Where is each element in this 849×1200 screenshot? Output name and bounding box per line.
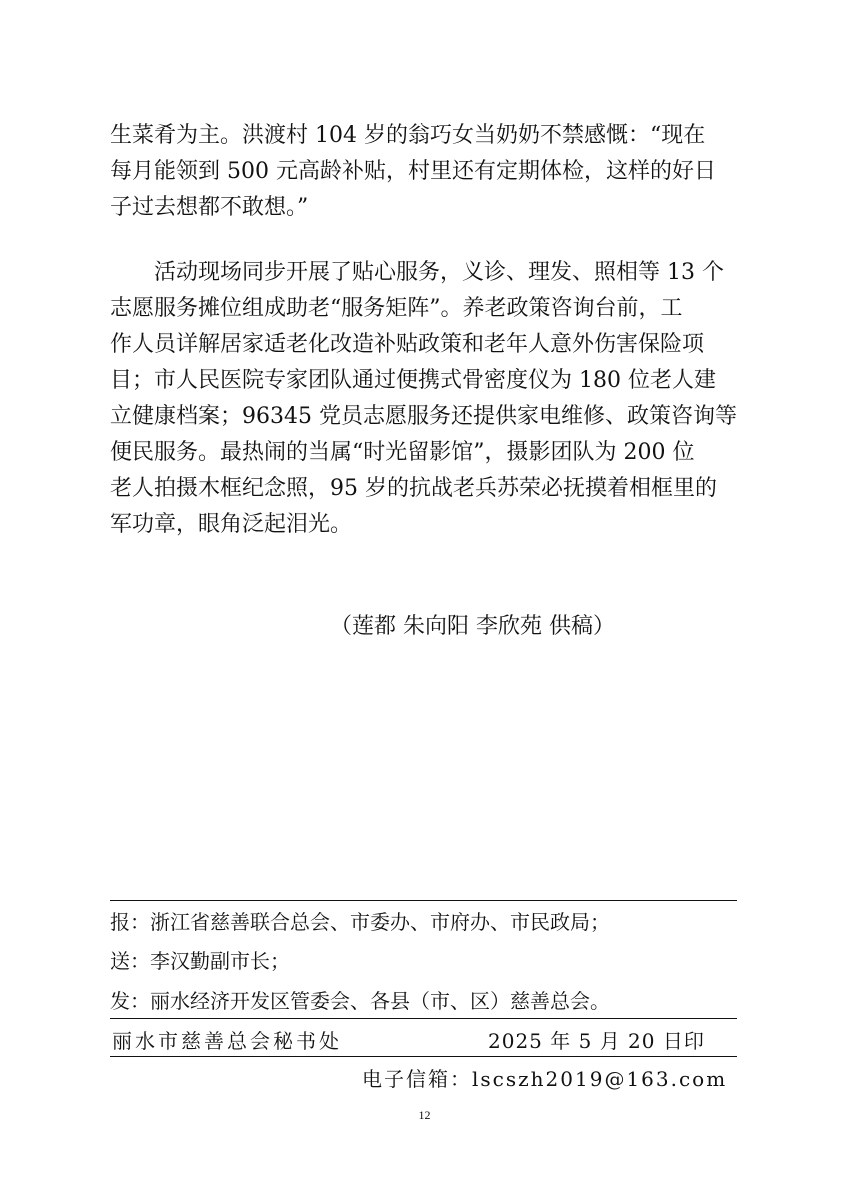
article-signature: （莲都 朱向阳 李欣苑 供稿） bbox=[330, 614, 615, 639]
paragraph-line: 志愿服务摊位组成助老“服务矩阵”。养老政策咨询台前，工 bbox=[110, 296, 683, 321]
distribution-report: 报：浙江省慈善联合总会、市委办、市府办、市民政局； bbox=[110, 910, 610, 934]
paragraph-line: 目；市人民医院专家团队通过便携式骨密度仪为 180 位老人建 bbox=[110, 368, 716, 393]
paragraph-line: 军功章，眼角泛起泪光。 bbox=[110, 512, 353, 537]
footer-office: 丽水市慈善总会秘书处 bbox=[112, 1029, 342, 1053]
paragraph-line: 每月能领到 500 元高龄补贴，村里还有定期体检，这样的好日 bbox=[110, 159, 716, 184]
footer-print-date: 2025 年 5 月 20 日印 bbox=[488, 1029, 705, 1053]
distribution-issue: 发：丽水经济开发区管委会、各县（市、区）慈善总会。 bbox=[110, 989, 610, 1013]
paragraph-line: 子过去想都不敢想。” bbox=[110, 195, 309, 220]
distribution-send: 送：李汉勤副市长； bbox=[110, 949, 290, 973]
divider-line bbox=[110, 1056, 737, 1057]
paragraph-line: 作人员详解居家适老化改造补贴政策和老年人意外伤害保险项 bbox=[110, 332, 705, 357]
article-paragraph-1 bbox=[110, 118, 740, 226]
divider-line bbox=[110, 900, 737, 901]
paragraph-line: 便民服务。最热闹的当属“时光留影馆”，摄影团队为 200 位 bbox=[110, 440, 695, 465]
paragraph-line: 老人拍摄木框纪念照，95 岁的抗战老兵苏荣必抚摸着相框里的 bbox=[110, 476, 717, 501]
page-number: 12 bbox=[418, 1108, 431, 1122]
article-paragraph-2 bbox=[110, 255, 740, 543]
paragraph-line: 活动现场同步开展了贴心服务，义诊、理发、照相等 13 个 bbox=[110, 260, 724, 285]
paragraph-line: 生菜肴为主。洪渡村 104 岁的翁巧女当奶奶不禁感慨：“现在 bbox=[110, 123, 706, 148]
footer-email: 电子信箱：lscszh2019@163.com bbox=[362, 1067, 728, 1091]
divider-line bbox=[110, 1018, 737, 1019]
paragraph-line: 立健康档案；96345 党员志愿服务还提供家电维修、政策咨询等 bbox=[110, 404, 737, 429]
